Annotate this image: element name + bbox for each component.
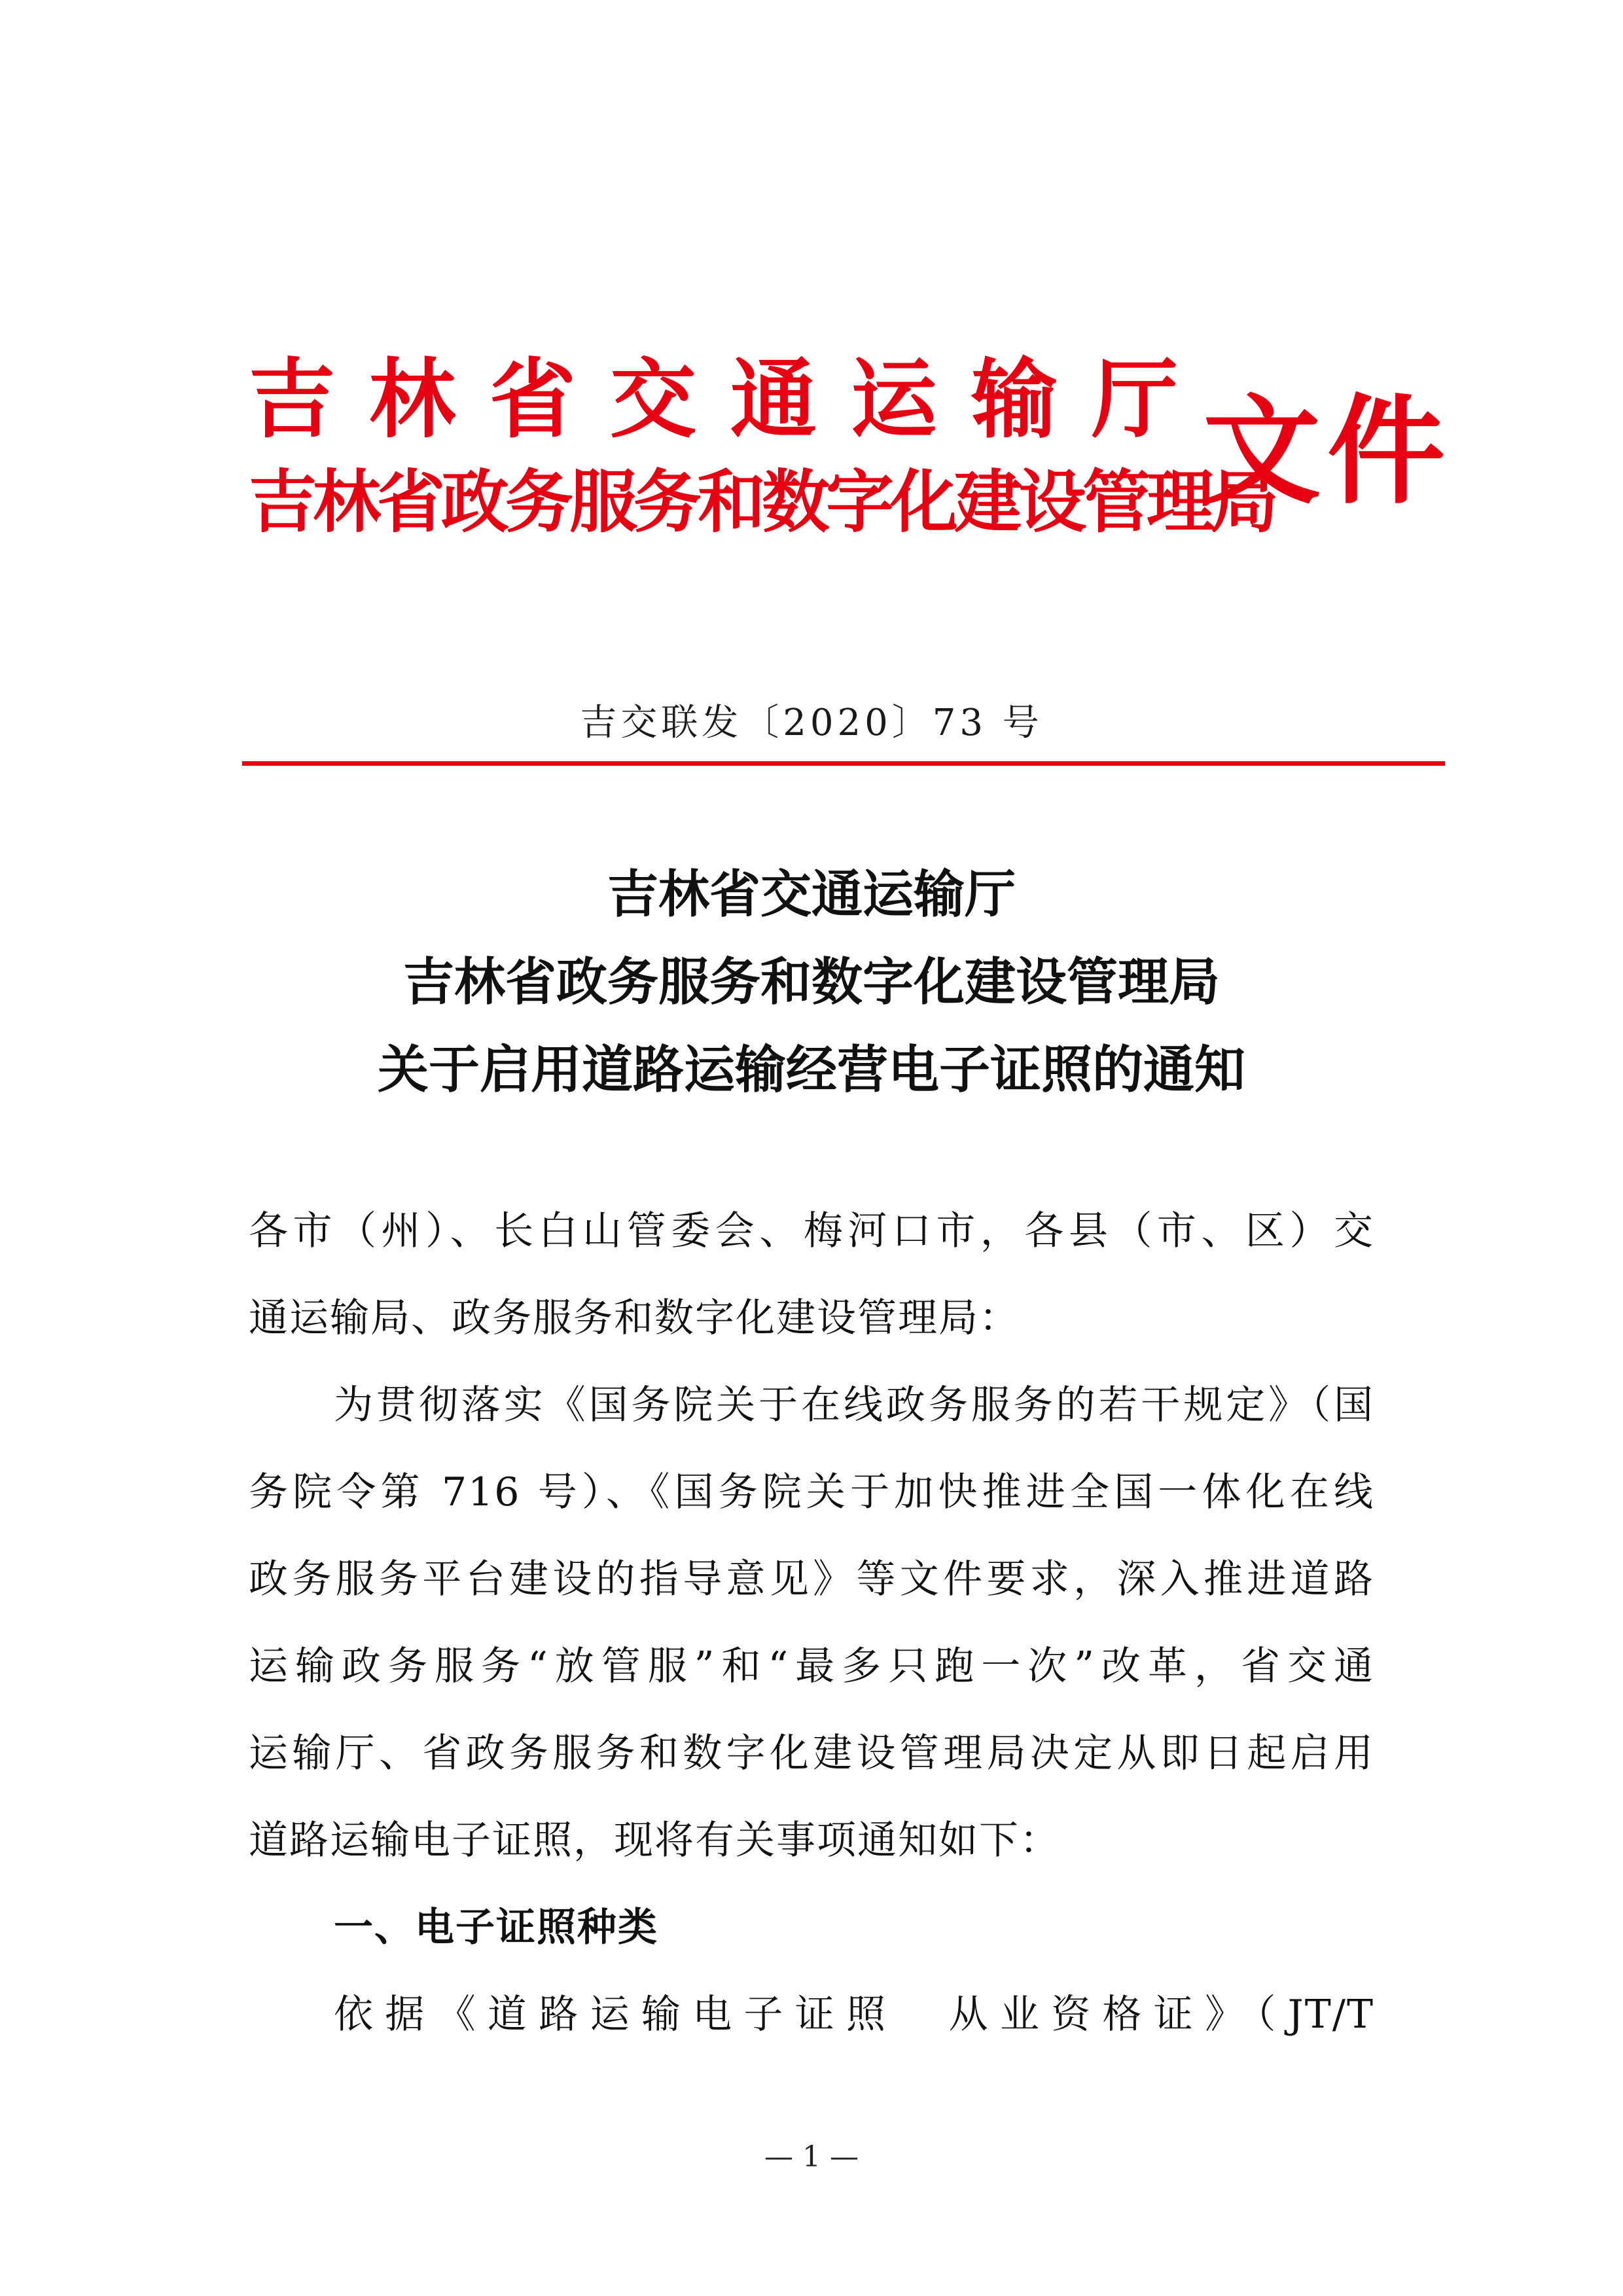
title-line-3: 关于启用道路运输经营电子证照的通知 xyxy=(377,1041,1245,1100)
issuing-authorities xyxy=(249,349,1275,542)
page-number: — 1 — xyxy=(764,2140,859,2174)
body-text-line: 为贯彻落实《国务院关于在线政务服务的若干规定》（国 xyxy=(334,1382,1374,1428)
body-text-line: 务院令第 716 号）、《国务院关于加快推进全国一体化在线 xyxy=(249,1469,1374,1515)
title-line-1: 吉林省交通运输厅 xyxy=(607,865,1016,924)
document-number: 吉交联发〔2020〕73 号 xyxy=(580,702,1043,744)
document-label: 文件 xyxy=(1203,382,1452,520)
body-text-line: 运输厅、省政务服务和数字化建设管理局决定从即日起启用 xyxy=(249,1731,1374,1776)
body-text-line: 运输政务服务“放管服”和“最多只跑一次”改革，省交通 xyxy=(249,1643,1374,1689)
addressee-line: 通运输局、政务服务和数字化建设管理局： xyxy=(249,1295,1020,1341)
body-text-line: 依据《道路运输电子证照 从业资格证》（JT/T xyxy=(334,1992,1374,2037)
body-text-line: 道路运输电子证照，现将有关事项通知如下： xyxy=(249,1818,1060,1863)
addressee-line: 各市（州）、长白山管委会、梅河口市，各县（市、区）交 xyxy=(249,1208,1374,1254)
red-divider-line xyxy=(242,761,1445,766)
section-heading: 一、电子证照种类 xyxy=(334,1905,658,1950)
issuer-government-services-bureau: 吉林省政务服务和数字化建设管理局 xyxy=(249,461,1275,542)
issuer-transport-department: 吉林省交通运输厅 xyxy=(249,349,1212,450)
notice-title xyxy=(0,851,1623,1114)
title-line-2: 吉林省政务服务和数字化建设管理局 xyxy=(402,953,1220,1012)
notice-body xyxy=(249,1188,1374,2058)
body-text-line: 政务服务平台建设的指导意见》等文件要求，深入推进道路 xyxy=(249,1556,1374,1602)
